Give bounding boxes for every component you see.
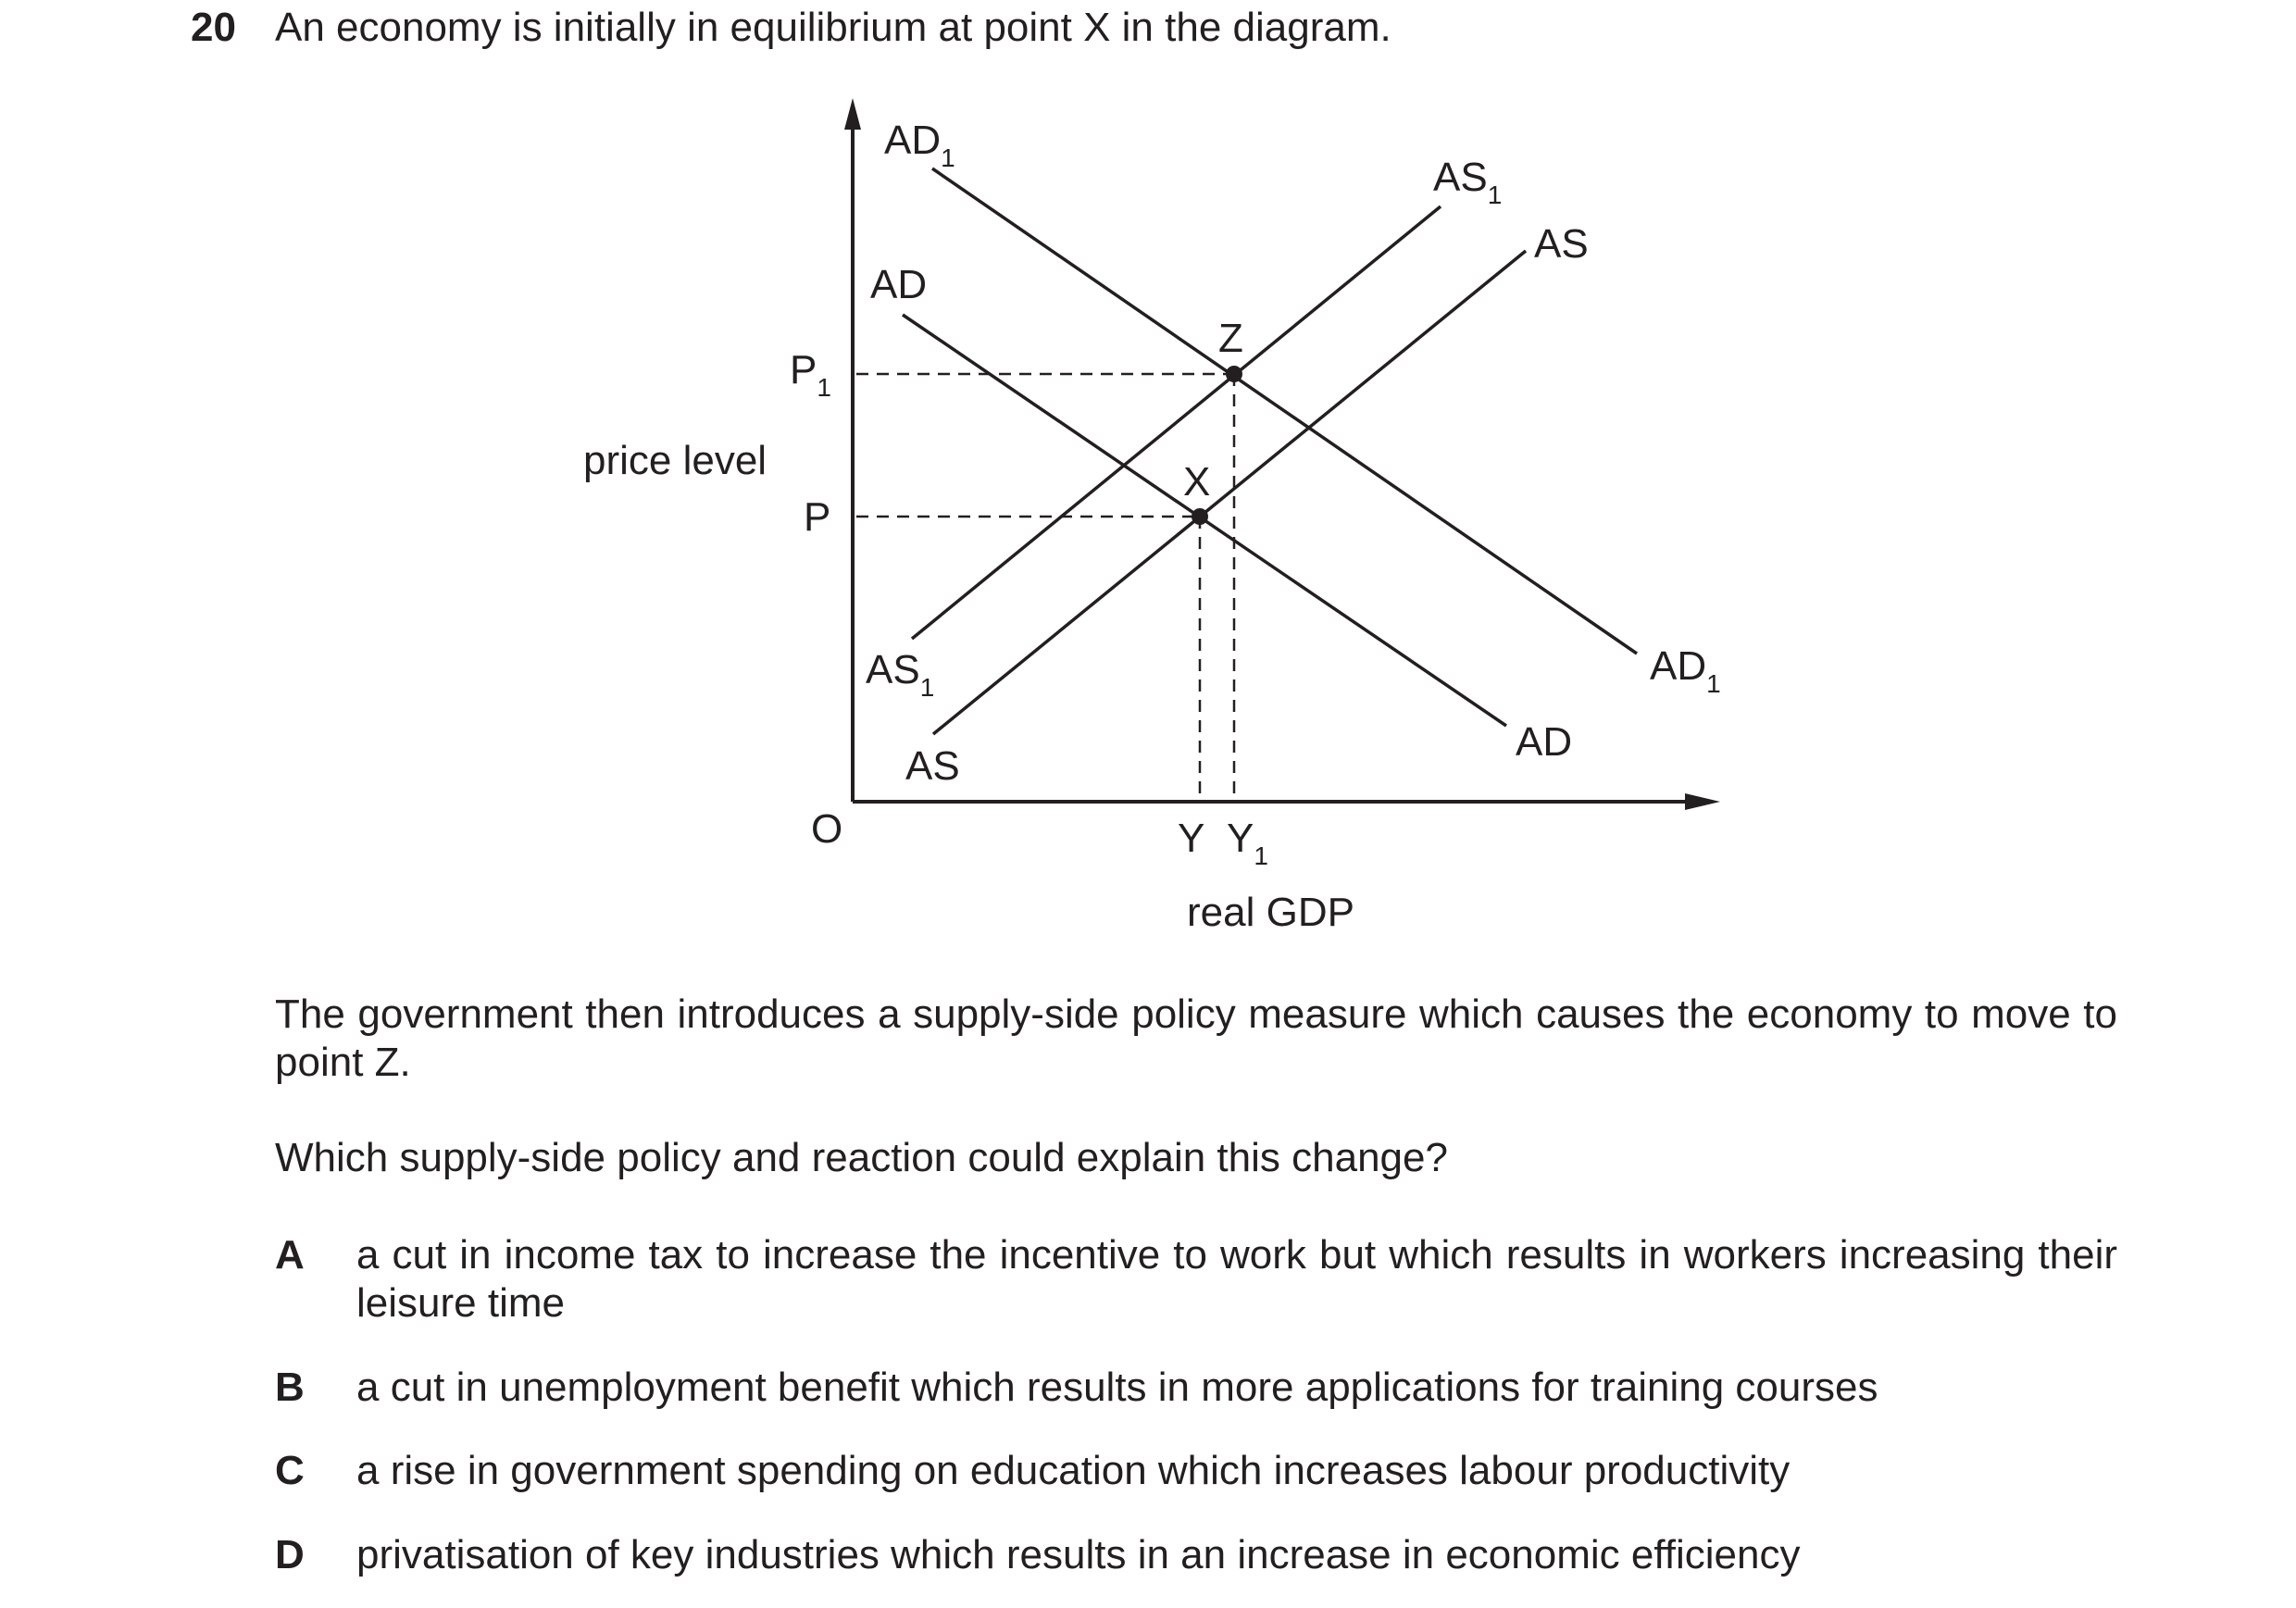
point-z-label: Z (1218, 316, 1243, 361)
origin-label: O (811, 806, 843, 852)
x-axis-label: real GDP (1187, 890, 1354, 935)
point-x-marker (1192, 508, 1208, 525)
as1-bottom-label (866, 647, 934, 702)
p1-label-subscript: 1 (817, 373, 831, 402)
as1-top-label-main: AS (1433, 155, 1488, 200)
y1-label (1227, 816, 1268, 870)
as-top-label: AS (1534, 221, 1589, 267)
ad1-curve (932, 168, 1637, 654)
y-label: Y (1178, 816, 1205, 861)
option-c-letter[interactable]: C (275, 1448, 305, 1493)
ad1-bottom-label-subscript: 1 (1706, 669, 1721, 698)
p1-label (790, 347, 831, 402)
guide-lines (856, 374, 1234, 800)
question-prompt: Which supply-side policy and reaction could explain this change? (275, 1135, 1448, 1180)
ad1-bottom-label-main: AD (1650, 643, 1707, 689)
p1-label-main: P (790, 347, 817, 393)
ad1-top-label-main: AD (884, 118, 942, 163)
ad-top-label: AD (870, 262, 928, 307)
y-axis-label: price level (583, 438, 767, 483)
question-number: 20 (191, 5, 236, 50)
option-b-text[interactable]: a cut in unemployment benefit which results in more applications for training courses (356, 1365, 1878, 1410)
p-label: P (804, 494, 831, 540)
as1-top-label-subscript: 1 (1487, 181, 1503, 209)
point-x-label: X (1183, 459, 1211, 505)
option-d-text[interactable]: privatisation of key industries which results in an increase in economic efficiency (356, 1532, 1801, 1577)
ad-bottom-label: AD (1516, 719, 1573, 765)
option-b-letter[interactable]: B (275, 1365, 305, 1410)
ad1-bottom-label (1650, 643, 1721, 698)
option-d-letter[interactable]: D (275, 1532, 305, 1577)
ad1-top-label (884, 118, 955, 172)
ad1-top-label-subscript: 1 (941, 143, 955, 172)
x-axis-arrowhead (1685, 793, 1720, 810)
question-stem: An economy is initially in equilibrium at point X in the diagram. (275, 5, 1391, 50)
y-axis-arrowhead (844, 98, 861, 130)
as1-curve (912, 206, 1441, 639)
option-a-letter[interactable]: A (275, 1232, 305, 1278)
point-z-marker (1226, 366, 1242, 382)
as1-top-label (1433, 155, 1502, 209)
option-a-text[interactable]: a cut in income tax to increase the incentive to work but which results in workers increasing their leisure time (356, 1232, 2117, 1326)
as-bottom-label: AS (905, 743, 960, 789)
y1-label-main: Y (1227, 816, 1254, 861)
y1-label-subscript: 1 (1254, 841, 1268, 870)
option-c-text[interactable]: a rise in government spending on education which increases labour productivity (356, 1448, 1791, 1493)
as1-bottom-label-subscript: 1 (919, 673, 935, 702)
scenario-paragraph: The government then introduces a supply-side policy measure which causes the economy to move to point Z. (275, 991, 2117, 1085)
as1-bottom-label-main: AS (866, 647, 920, 692)
